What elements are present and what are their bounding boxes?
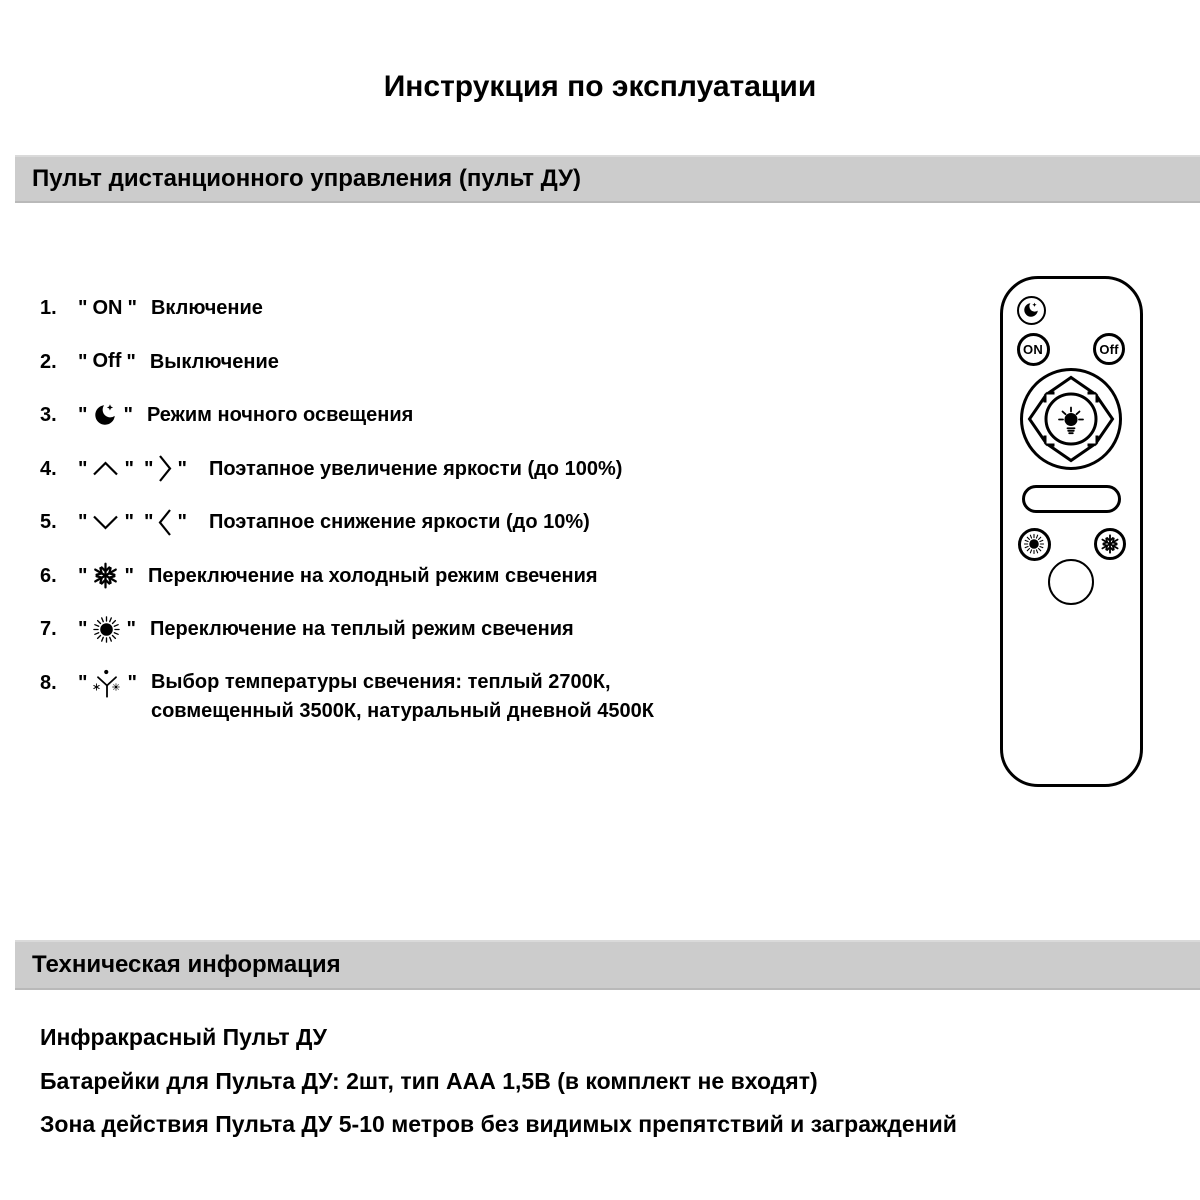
list-item bbox=[40, 454, 654, 484]
item-text bbox=[151, 668, 654, 726]
snowflake-icon bbox=[1100, 534, 1120, 554]
dpad-left-arrow bbox=[1030, 397, 1046, 442]
item-text: Выключение bbox=[149, 350, 279, 373]
list-item bbox=[40, 400, 654, 430]
quote-mark: " bbox=[78, 350, 88, 373]
section-header-tech-label: Техническая информация bbox=[32, 951, 341, 978]
off-button bbox=[1093, 333, 1125, 365]
list-item bbox=[40, 507, 654, 537]
cold-mode-button bbox=[1094, 528, 1126, 560]
item-number: 7. bbox=[40, 618, 57, 640]
chevron-down-icon bbox=[92, 515, 119, 530]
item-number: 6. bbox=[40, 564, 57, 587]
night-mode-button bbox=[1017, 296, 1046, 325]
item-number: 4. bbox=[40, 457, 57, 480]
list-item bbox=[40, 293, 654, 323]
quote-mark: " bbox=[127, 297, 137, 319]
section-header-tech bbox=[15, 940, 1200, 990]
quote-mark: " bbox=[78, 404, 88, 426]
moon-icon bbox=[92, 402, 118, 428]
quote-mark: " bbox=[177, 511, 187, 533]
dpad-right-arrow bbox=[1097, 397, 1113, 442]
off-button-label: Off bbox=[1099, 341, 1119, 357]
tech-info-line: Зона действия Пульта ДУ 5-10 метров без видимых препятствий и заграждений bbox=[40, 1111, 957, 1137]
tech-info-line: Инфракрасный Пульт ДУ bbox=[40, 1024, 327, 1050]
quote-mark: " bbox=[78, 564, 88, 587]
quote-mark: " bbox=[126, 618, 136, 640]
item-text: Режим ночного освещения bbox=[146, 404, 414, 426]
on-button-label: ON bbox=[1023, 341, 1043, 357]
quote-mark: " bbox=[143, 511, 154, 533]
color-temperature-select-icon bbox=[92, 668, 122, 700]
item-text: Переключение на теплый режим свечения bbox=[149, 618, 574, 640]
item-text-line2: совмещенный 3500К, натуральный дневной 4500К bbox=[150, 699, 654, 722]
chevron-right-icon bbox=[158, 454, 172, 483]
remote-control-illustration bbox=[1000, 276, 1143, 787]
remote-functions-list bbox=[40, 293, 654, 726]
item-text: Поэтапное увеличение яркости (до 100%) bbox=[208, 457, 623, 480]
sun-icon bbox=[92, 615, 121, 644]
list-item bbox=[40, 668, 654, 726]
section-header-remote bbox=[15, 155, 1200, 203]
item-text-line1: Выбор температуры свечения: теплый 2700К, bbox=[150, 670, 611, 693]
item-number: 1. bbox=[40, 297, 57, 319]
tech-info-line: Батарейки для Пульта ДУ: 2шт, тип ААА 1,5В (в комплект не входят) bbox=[40, 1067, 818, 1094]
dpad-down-arrow bbox=[1049, 445, 1094, 461]
quote-mark: " bbox=[124, 457, 134, 480]
item-number: 3. bbox=[40, 404, 57, 426]
snowflake-icon bbox=[92, 562, 119, 589]
item-number: 8. bbox=[40, 671, 57, 694]
dpad-graphic bbox=[1023, 371, 1119, 467]
tech-info bbox=[40, 1024, 957, 1155]
quote-mark: " bbox=[123, 404, 133, 426]
scene-pill-button bbox=[1022, 485, 1121, 513]
chevron-left-icon bbox=[158, 508, 172, 537]
list-item bbox=[40, 561, 654, 591]
list-item bbox=[40, 614, 654, 644]
warm-mode-button bbox=[1018, 528, 1051, 561]
item-text: Переключение на холодный режим свечения bbox=[147, 564, 598, 587]
quote-mark: " bbox=[78, 511, 88, 533]
quote-mark: " bbox=[124, 564, 134, 587]
quote-mark: " bbox=[127, 671, 137, 694]
on-symbol-label: ON bbox=[92, 296, 123, 319]
quote-mark: " bbox=[78, 297, 88, 319]
quote-mark: " bbox=[177, 457, 187, 480]
item-text: Включение bbox=[150, 297, 263, 319]
on-button bbox=[1017, 333, 1050, 366]
quote-mark: " bbox=[78, 457, 88, 480]
sun-icon bbox=[1023, 533, 1045, 555]
off-symbol-label: Off bbox=[92, 350, 122, 372]
list-item bbox=[40, 347, 654, 377]
chevron-up-icon bbox=[92, 461, 119, 476]
page-title: Инструкция по эксплуатации bbox=[383, 70, 817, 103]
quote-mark: " bbox=[143, 457, 154, 480]
quote-mark: " bbox=[78, 618, 88, 640]
dpad-up-arrow bbox=[1049, 378, 1094, 394]
quote-mark: " bbox=[124, 511, 134, 533]
quote-mark: " bbox=[78, 671, 88, 694]
section-header-remote-label: Пульт дистанционного управления (пульт ДУ) bbox=[32, 165, 581, 192]
item-number: 5. bbox=[40, 511, 57, 533]
quote-mark: " bbox=[126, 350, 136, 373]
dpad-brightness-control bbox=[1020, 368, 1122, 470]
item-number: 2. bbox=[40, 350, 57, 373]
bottom-round-button bbox=[1048, 559, 1094, 605]
item-text: Поэтапное снижение яркости (до 10%) bbox=[208, 511, 590, 533]
moon-icon bbox=[1022, 301, 1040, 319]
